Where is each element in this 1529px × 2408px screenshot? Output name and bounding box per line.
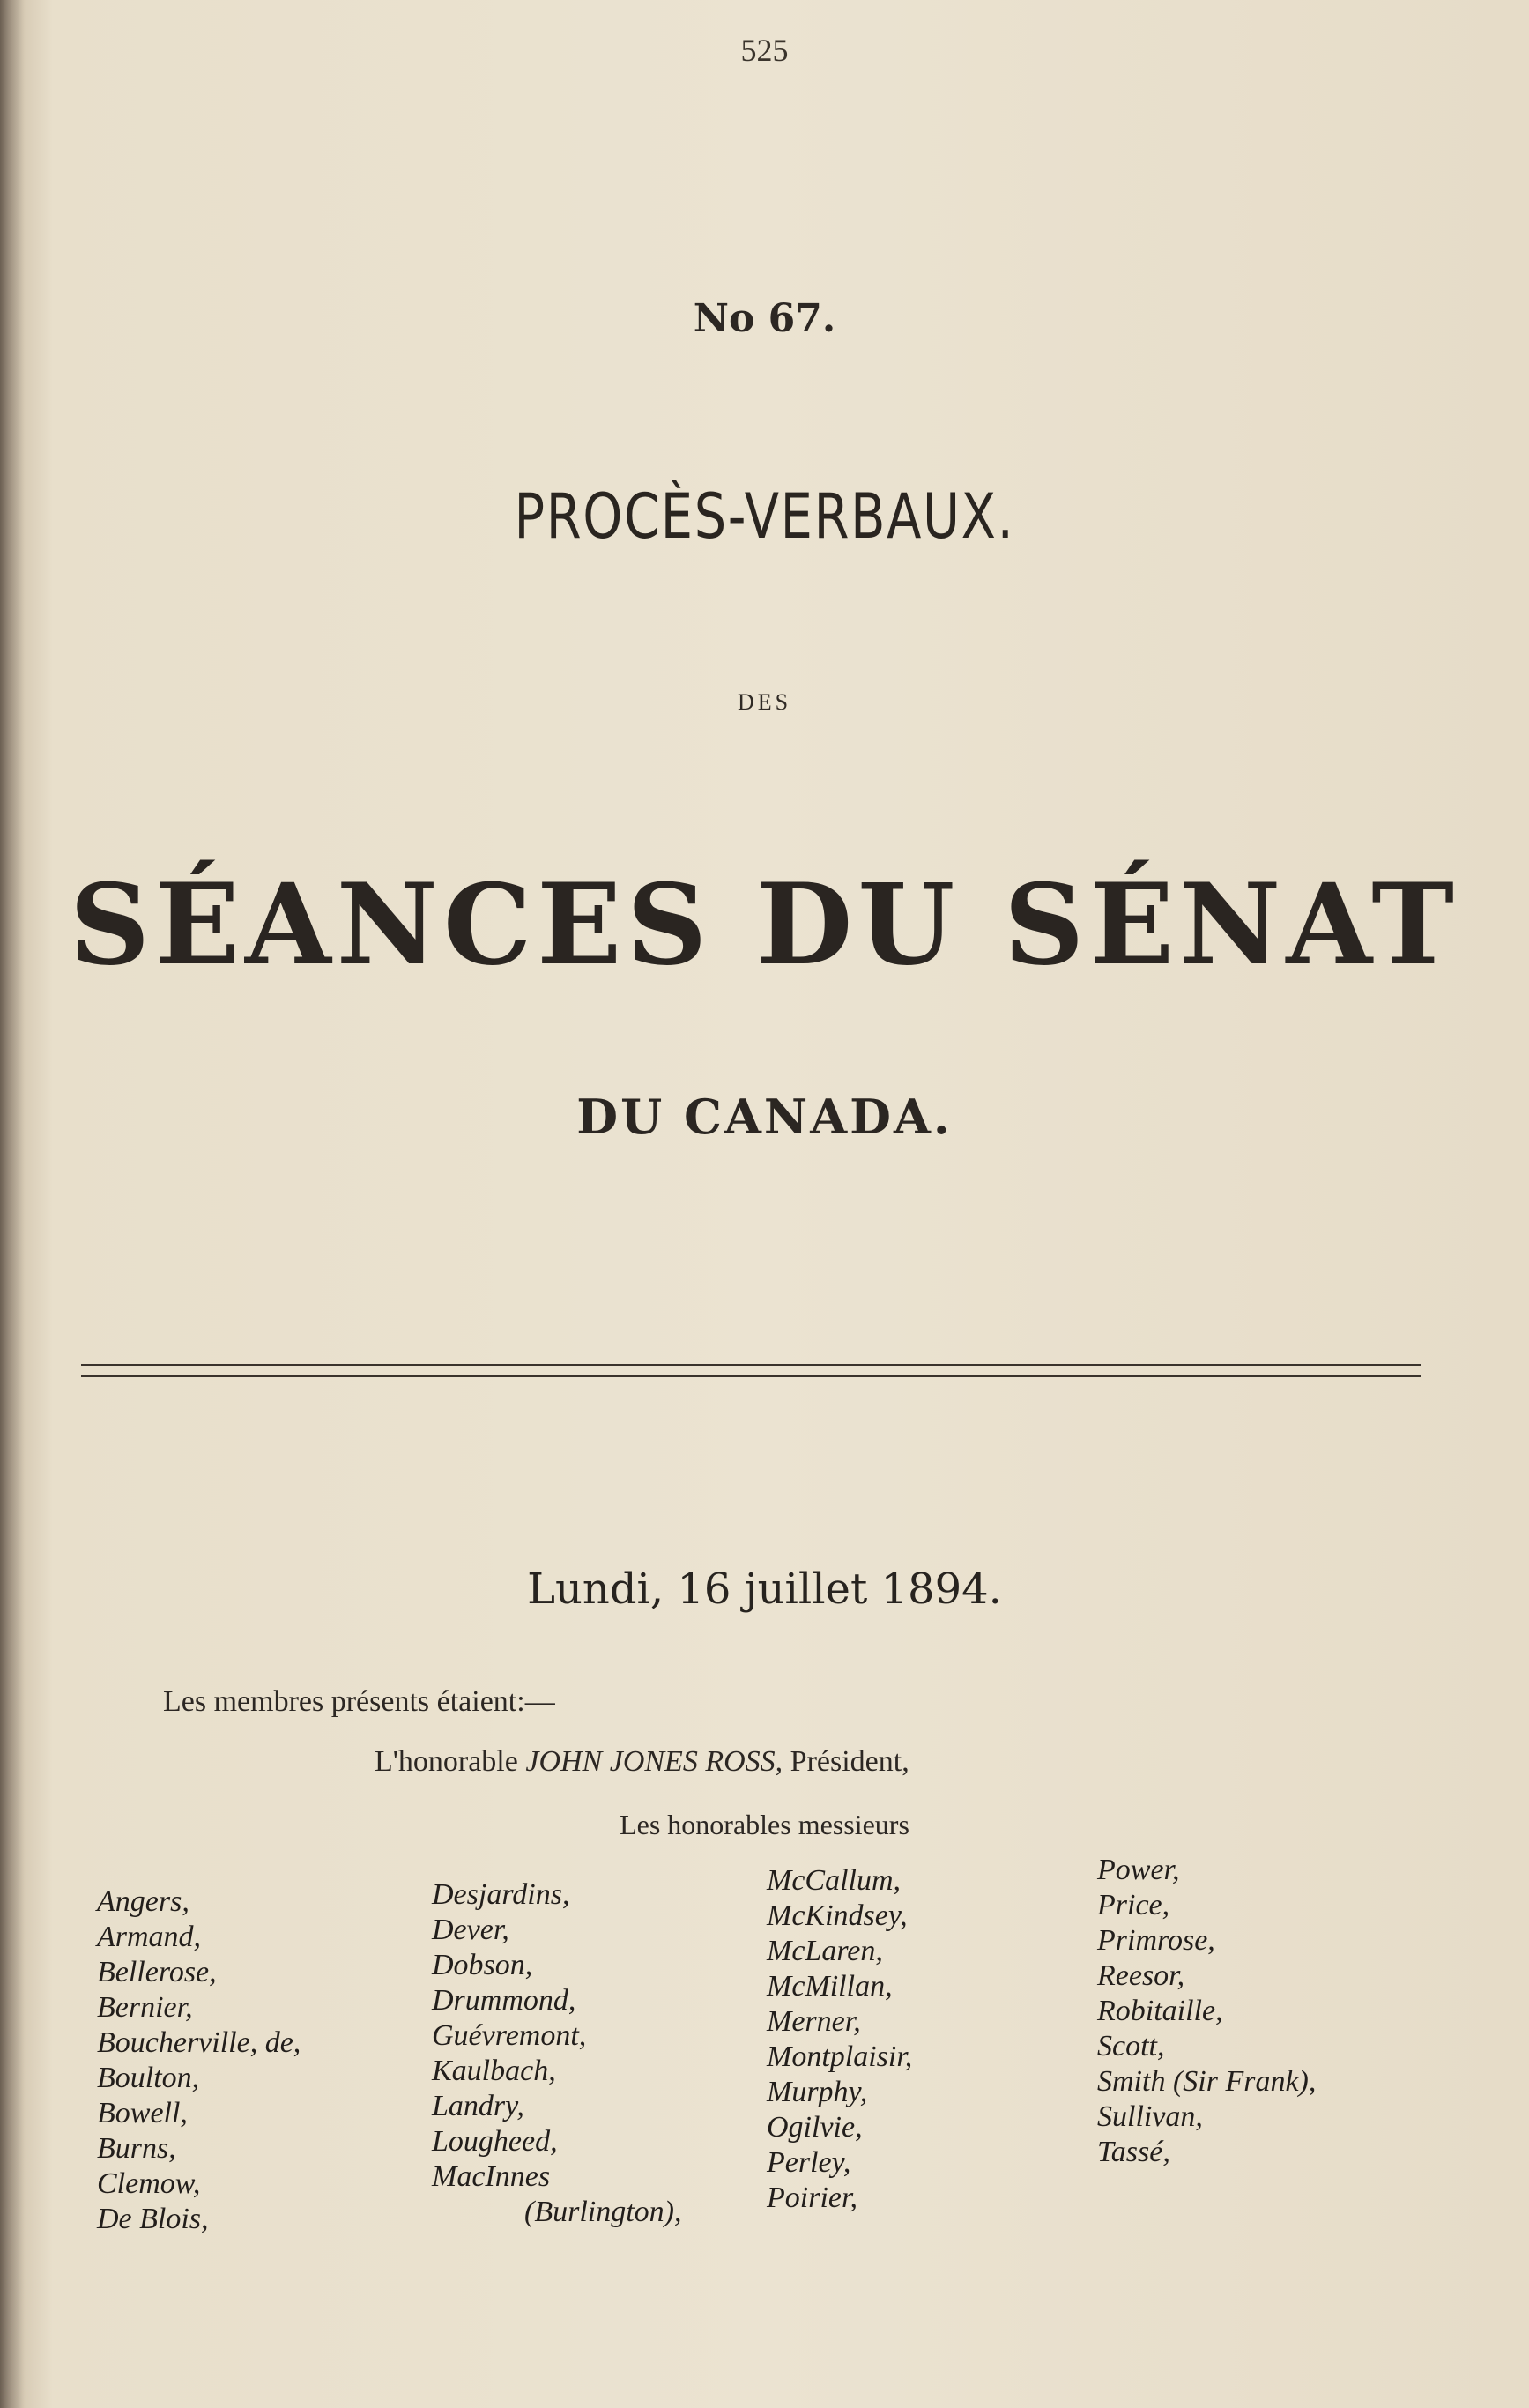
member-name: Scott, — [1097, 2030, 1165, 2062]
member-name: MacInnes — [432, 2160, 551, 2193]
member-name: Montplaisir, — [767, 2040, 913, 2073]
member-name: Boucherville, de, — [97, 2026, 301, 2059]
president-title: Président, — [790, 1745, 909, 1778]
member-name: Bowell, — [97, 2097, 188, 2129]
member-name: Perley, — [767, 2146, 851, 2179]
member-name: Merner, — [767, 2005, 861, 2038]
member-name: Dobson, — [432, 1949, 533, 1981]
member-name: McLaren, — [767, 1935, 883, 1967]
member-name: Lougheed, — [432, 2125, 558, 2158]
member-name: Clemow, — [97, 2167, 201, 2200]
divider-rule-top — [81, 1364, 1421, 1366]
member-name: Bellerose, — [97, 1956, 217, 1988]
page-number: 525 — [740, 33, 789, 68]
president-prefix: L'honorable — [375, 1745, 518, 1778]
members-column-4 — [1097, 1853, 1316, 2170]
member-name: Murphy, — [767, 2076, 868, 2108]
member-name: McMillan, — [767, 1970, 893, 2003]
title-proces-verbaux: PROCÈS-VERBAUX. — [514, 480, 1015, 553]
member-name: Power, — [1097, 1854, 1180, 1886]
member-name: Burns, — [97, 2132, 176, 2165]
member-name: Robitaille, — [1097, 1995, 1223, 2027]
divider-rule-bottom — [81, 1375, 1421, 1377]
honorables-heading: Les honorables messieurs — [620, 1809, 909, 1840]
member-name: Drummond, — [432, 1984, 576, 2017]
title-du-canada: DU CANADA. — [576, 1089, 953, 1145]
member-name: Reesor, — [1097, 1959, 1185, 1992]
member-name: Desjardins, — [432, 1878, 570, 1911]
member-name: Tassé, — [1097, 2136, 1170, 2168]
member-name: Primrose, — [1097, 1924, 1215, 1957]
title-des: DES — [737, 689, 792, 715]
session-date: Lundi, 16 juillet 1894. — [527, 1564, 1002, 1614]
document-number: No 67. — [693, 296, 836, 341]
member-name: Dever, — [432, 1914, 509, 1946]
member-name: Price, — [1097, 1889, 1170, 1921]
member-name-continuation: (Burlington), — [524, 2196, 682, 2228]
member-name: Sullivan, — [1097, 2100, 1203, 2133]
member-name: Kaulbach, — [432, 2055, 556, 2087]
member-name: Angers, — [97, 1885, 189, 1918]
president-name: JOHN JONES ROSS, — [525, 1745, 783, 1778]
member-name: De Blois, — [97, 2203, 209, 2235]
member-name: McKindsey, — [767, 1899, 908, 1932]
members-column-3 — [767, 1863, 912, 2216]
member-name: Bernier, — [97, 1991, 193, 2024]
president-line — [375, 1745, 909, 1779]
title-seances-du-senat: SÉANCES DU SÉNAT — [70, 859, 1459, 990]
member-name: Armand, — [97, 1921, 202, 1953]
member-name: Boulton, — [97, 2062, 200, 2094]
member-name: Smith (Sir Frank), — [1097, 2065, 1317, 2098]
member-name: Poirier, — [767, 2181, 857, 2214]
member-name: Landry, — [432, 2090, 524, 2122]
members-column-1 — [97, 1884, 301, 2237]
present-intro: Les membres présents étaient:— — [163, 1685, 555, 1718]
member-name: McCallum, — [767, 1864, 902, 1897]
member-name: Guévremont, — [432, 2019, 587, 2052]
members-column-2 — [432, 1877, 681, 2230]
member-name: Ogilvie, — [767, 2111, 863, 2144]
